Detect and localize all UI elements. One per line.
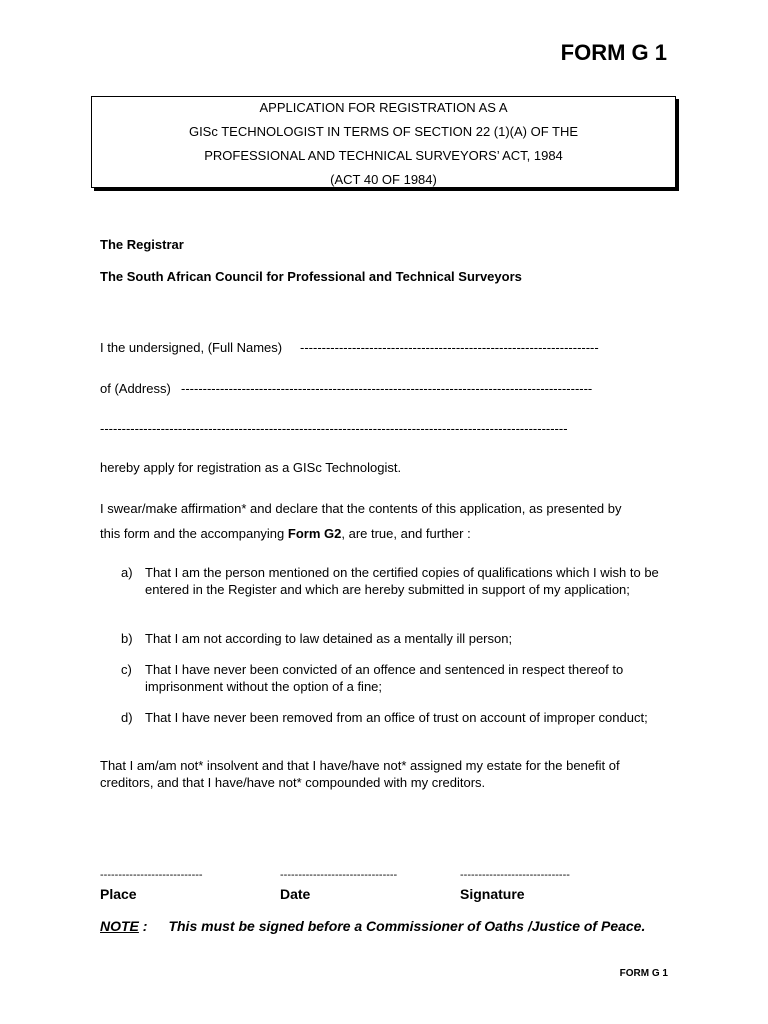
affirmation-line-2	[100, 526, 471, 541]
item-a-text: That I am the person mentioned on the certified copies of qualifications which I wish to be entered in the Register and which are hereby submitted in support of my application;	[145, 565, 659, 597]
title-line-1: APPLICATION FOR REGISTRATION AS A	[259, 100, 508, 115]
signature-label: Signature	[460, 886, 525, 902]
note-text: This must be signed before a Commissioner of Oaths /Justice of Peace.	[168, 918, 646, 934]
address-field-line-2[interactable]: ------------------------------------------------------------------------------------------------------------	[100, 421, 568, 436]
form-g2-reference: Form G2	[287, 526, 342, 541]
item-b-text: That I am not according to law detained as a mentally ill person;	[145, 631, 513, 646]
signature-field[interactable]: ------------------------------	[460, 869, 570, 881]
affirmation-line-1: I swear/make affirmation* and declare that the contents of this application, as presented by	[100, 501, 622, 516]
item-a-label: a)	[121, 565, 133, 580]
title-line-2: GISc TECHNOLOGIST IN TERMS OF SECTION 22 (1)(A) OF THE	[188, 124, 579, 139]
address-field[interactable]: -----------------------------------------------------------------------------------------------	[181, 381, 593, 396]
form-code-heading: FORM G 1	[560, 40, 667, 65]
item-c-label: c)	[121, 662, 132, 677]
date-label: Date	[280, 886, 311, 902]
addressee-registrar: The Registrar	[100, 237, 184, 252]
title-box	[91, 96, 676, 188]
item-c-text: That I have never been convicted of an offence and sentenced in respect thereof to imprisonment without the option of a fine;	[145, 662, 624, 694]
item-b-label: b)	[121, 631, 133, 646]
apply-statement: hereby apply for registration as a GISc Technologist.	[100, 460, 402, 475]
title-line-4: (ACT 40 OF 1984)	[330, 172, 437, 187]
place-field[interactable]: ----------------------------	[100, 869, 203, 881]
affirmation-text-pre: this form and the accompanying	[100, 526, 288, 541]
footer-form-code: FORM G 1	[619, 968, 668, 979]
note-separator: :	[138, 918, 148, 934]
address-label: of (Address)	[100, 381, 171, 396]
full-names-label: I the undersigned, (Full Names)	[100, 340, 283, 355]
date-field[interactable]: --------------------------------	[280, 869, 398, 881]
full-names-field[interactable]: ---------------------------------------------------------------------	[300, 340, 599, 355]
title-line-3: PROFESSIONAL AND TECHNICAL SURVEYORS’ ACT, 1984	[204, 148, 563, 163]
place-label: Place	[100, 886, 137, 902]
insolvency-line-1: That I am/am not* insolvent and that I have/have not* assigned my estate for the benefit of	[100, 758, 620, 773]
item-d-text: That I have never been removed from an office of trust on account of improper conduct;	[145, 710, 648, 725]
note	[100, 918, 645, 934]
addressee-council: The South African Council for Professional and Technical Surveyors	[100, 269, 522, 284]
insolvency-line-2: creditors, and that I have/have not* compounded with my creditors.	[100, 775, 486, 790]
item-d-label: d)	[121, 710, 133, 725]
affirmation-text-post: , are true, and further :	[341, 526, 471, 541]
note-label: NOTE	[100, 918, 139, 934]
